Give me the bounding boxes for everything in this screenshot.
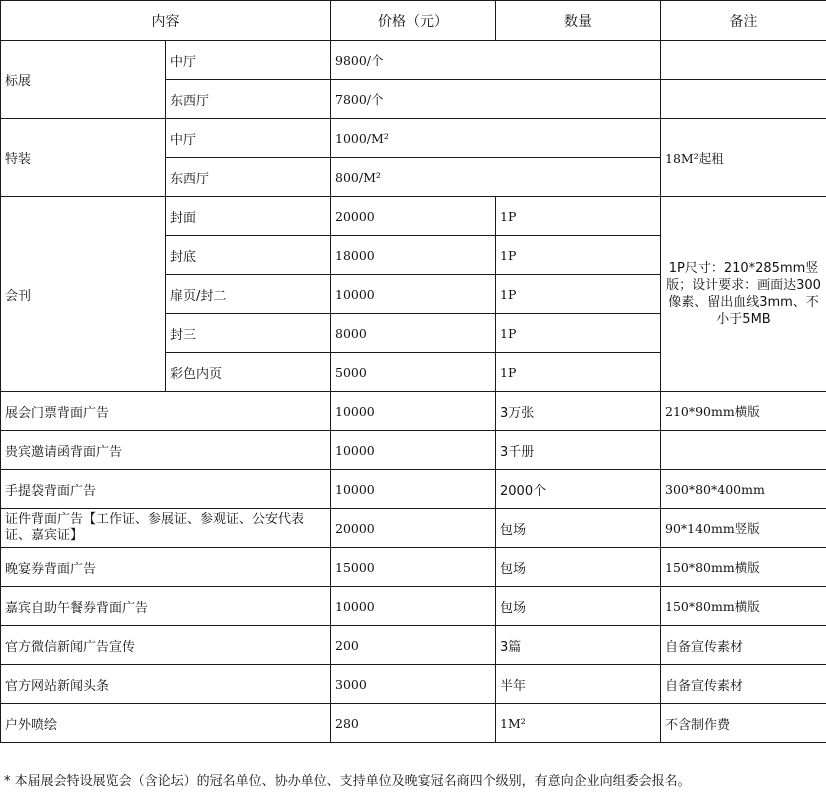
note-cell: 300*80*400mm	[661, 470, 826, 509]
price-cell: 5000	[331, 353, 496, 392]
quantity-cell: 1P	[496, 236, 661, 275]
item-cell: 展会门票背面广告	[1, 392, 331, 431]
hall-cell: 中厅	[166, 119, 331, 158]
table-row	[1, 392, 826, 431]
note-cell	[661, 80, 826, 119]
table-row	[1, 509, 826, 548]
table-row	[1, 548, 826, 587]
price-cell: 9800/个	[331, 41, 661, 80]
header-note: 备注	[661, 1, 826, 41]
item-cell: 嘉宾自助午餐券背面广告	[1, 587, 331, 626]
price-cell: 10000	[331, 275, 496, 314]
item-cell: 封面	[166, 197, 331, 236]
table-row	[1, 665, 826, 704]
price-cell: 200	[331, 626, 496, 665]
item-cell: 户外喷绘	[1, 704, 331, 743]
item-cell: 彩色内页	[166, 353, 331, 392]
quantity-cell: 半年	[496, 665, 661, 704]
table-row	[1, 470, 826, 509]
note-cell	[661, 431, 826, 470]
header-quantity: 数量	[496, 1, 661, 41]
price-cell: 3000	[331, 665, 496, 704]
note-cell: 210*90mm横版	[661, 392, 826, 431]
quantity-cell: 1P	[496, 353, 661, 392]
note-cell: 不含制作费	[661, 704, 826, 743]
table-row	[1, 704, 826, 743]
price-cell: 18000	[331, 236, 496, 275]
price-cell: 1000/M²	[331, 119, 661, 158]
price-cell: 10000	[331, 392, 496, 431]
note-cell: 自备宣传素材	[661, 665, 826, 704]
quantity-cell: 1P	[496, 197, 661, 236]
price-cell: 15000	[331, 548, 496, 587]
price-cell: 10000	[331, 587, 496, 626]
table-row	[1, 119, 826, 158]
quantity-cell: 1P	[496, 275, 661, 314]
category-booth-special: 特装	[1, 119, 166, 197]
item-cell: 证件背面广告【工作证、参展证、参观证、公安代表证、嘉宾证】	[1, 509, 331, 548]
quantity-cell: 包场	[496, 587, 661, 626]
quantity-cell: 3篇	[496, 626, 661, 665]
note-cell	[661, 41, 826, 80]
quantity-cell: 包场	[496, 548, 661, 587]
item-cell: 封底	[166, 236, 331, 275]
category-booth-standard: 标展	[1, 41, 166, 119]
table-header-row	[1, 1, 826, 41]
price-cell: 20000	[331, 197, 496, 236]
item-cell: 贵宾邀请函背面广告	[1, 431, 331, 470]
note-cell: 150*80mm横版	[661, 587, 826, 626]
table-row	[1, 197, 826, 236]
quantity-cell: 包场	[496, 509, 661, 548]
item-cell: 封三	[166, 314, 331, 353]
item-cell: 官方微信新闻广告宣传	[1, 626, 331, 665]
header-content: 内容	[1, 1, 331, 41]
price-cell: 800/M²	[331, 158, 661, 197]
quantity-cell: 3万张	[496, 392, 661, 431]
price-cell: 7800/个	[331, 80, 661, 119]
quantity-cell: 1P	[496, 314, 661, 353]
hall-cell: 东西厅	[166, 80, 331, 119]
item-cell: 官方网站新闻头条	[1, 665, 331, 704]
note-cell: 90*140mm竖版	[661, 509, 826, 548]
price-cell: 280	[331, 704, 496, 743]
note-cell: 18M²起租	[661, 119, 826, 197]
price-cell: 20000	[331, 509, 496, 548]
quantity-cell: 3千册	[496, 431, 661, 470]
footnote: * 本届展会特设展览会（含论坛）的冠名单位、协办单位、支持单位及晚宴冠名商四个级别，有意向企业向组委会报名。	[4, 774, 691, 789]
hall-cell: 东西厅	[166, 158, 331, 197]
quantity-cell: 2000个	[496, 470, 661, 509]
table-row	[1, 41, 826, 80]
price-cell: 8000	[331, 314, 496, 353]
item-cell: 扉页/封二	[166, 275, 331, 314]
price-cell: 10000	[331, 470, 496, 509]
hall-cell: 中厅	[166, 41, 331, 80]
header-price: 价格（元）	[331, 1, 496, 41]
quantity-cell: 1M²	[496, 704, 661, 743]
note-cell: 150*80mm横版	[661, 548, 826, 587]
note-cell: 自备宣传素材	[661, 626, 826, 665]
item-cell: 手提袋背面广告	[1, 470, 331, 509]
table-row	[1, 587, 826, 626]
journal-note-cell: 1P尺寸：210*285mm竖版；设计要求：画面达300像素、留出血线3mm、不小于5MB	[661, 197, 826, 392]
item-cell: 晚宴券背面广告	[1, 548, 331, 587]
table-row	[1, 431, 826, 470]
category-journal: 会刊	[1, 197, 166, 392]
price-cell: 10000	[331, 431, 496, 470]
table-row	[1, 626, 826, 665]
